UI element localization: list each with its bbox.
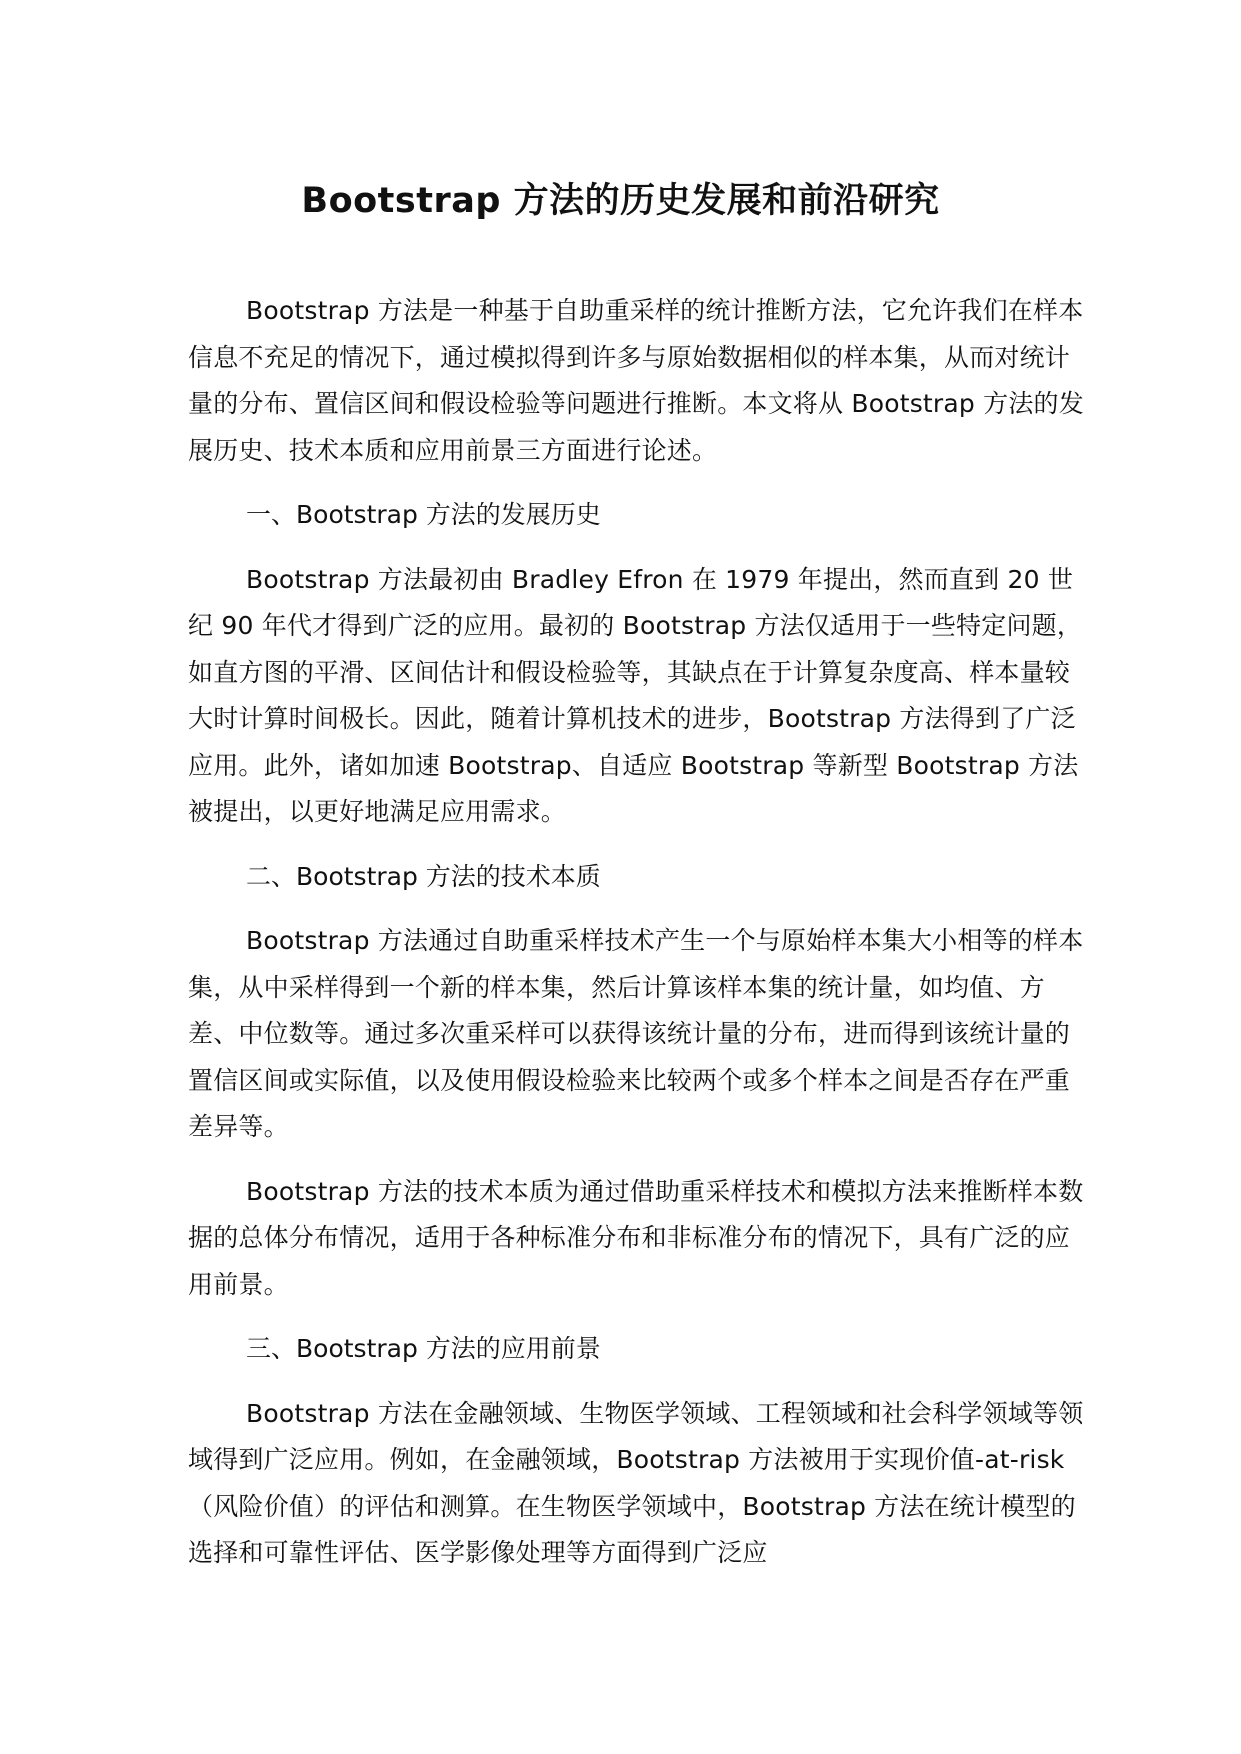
technique-paragraph-1: Bootstrap 方法通过自助重采样技术产生一个与原始样本集大小相等的样本集，从中采样得到一个新的样本集，然后计算该样本集的统计量，如均值、方差、中位数等。通过多次重采样可以获得该统计量的分布，进而得到该统计量的置信区间或实际值，以及使用假设检验来比较两个或多个样本之间是否存在严重差异等。 bbox=[188, 926, 1084, 1141]
technique-paragraph-2: Bootstrap 方法的技术本质为通过借助重采样技术和模拟方法来推断样本数据的总体分布情况，适用于各种标准分布和非标准分布的情况下，具有广泛的应用前景。 bbox=[188, 1176, 1084, 1299]
section-heading-applications: 三、Bootstrap 方法的应用前景 bbox=[246, 1334, 601, 1363]
history-paragraph: Bootstrap 方法最初由 Bradley Efron 在 1979 年提出，然而直到 20 世纪 90 年代才得到广泛的应用。最初的 Bootstrap 方法仅适用于一些特定问题，如直方图的平滑、区间估计和假设检验等，其缺点在于计算复杂度高、样本量较大时计算时间极长。因此，随着计算机技术的进步，Bootstrap 方法得到了广泛应用。此外，诸如加速 Bootstrap、自适应 Bootstrap 等新型 Bootstrap 方法被提出，以更好地满足应用需求。 bbox=[188, 564, 1083, 826]
intro-paragraph: Bootstrap 方法是一种基于自助重采样的统计推断方法，它允许我们在样本信息不充足的情况下，通过模拟得到许多与原始数据相似的样本集，从而对统计量的分布、置信区间和假设检验等问题进行推断。本文将从 Bootstrap 方法的发展历史、技术本质和应用前景三方面进行论述。 bbox=[188, 296, 1084, 465]
document-title: Bootstrap 方法的历史发展和前沿研究 bbox=[301, 181, 940, 221]
section-heading-history: 一、Bootstrap 方法的发展历史 bbox=[246, 500, 601, 529]
applications-paragraph: Bootstrap 方法在金融领域、生物医学领域、工程领域和社会科学领域等领域得到广泛应用。例如，在金融领域，Bootstrap 方法被用于实现价值-at-risk（风险价值）的评估和测算。在生物医学领域中，Bootstrap 方法在统计模型的选择和可靠性评估、医学影像处理等方面得到广泛应 bbox=[188, 1398, 1084, 1567]
document-body bbox=[188, 288, 1088, 1595]
section-heading-technique: 二、Bootstrap 方法的技术本质 bbox=[246, 861, 601, 891]
